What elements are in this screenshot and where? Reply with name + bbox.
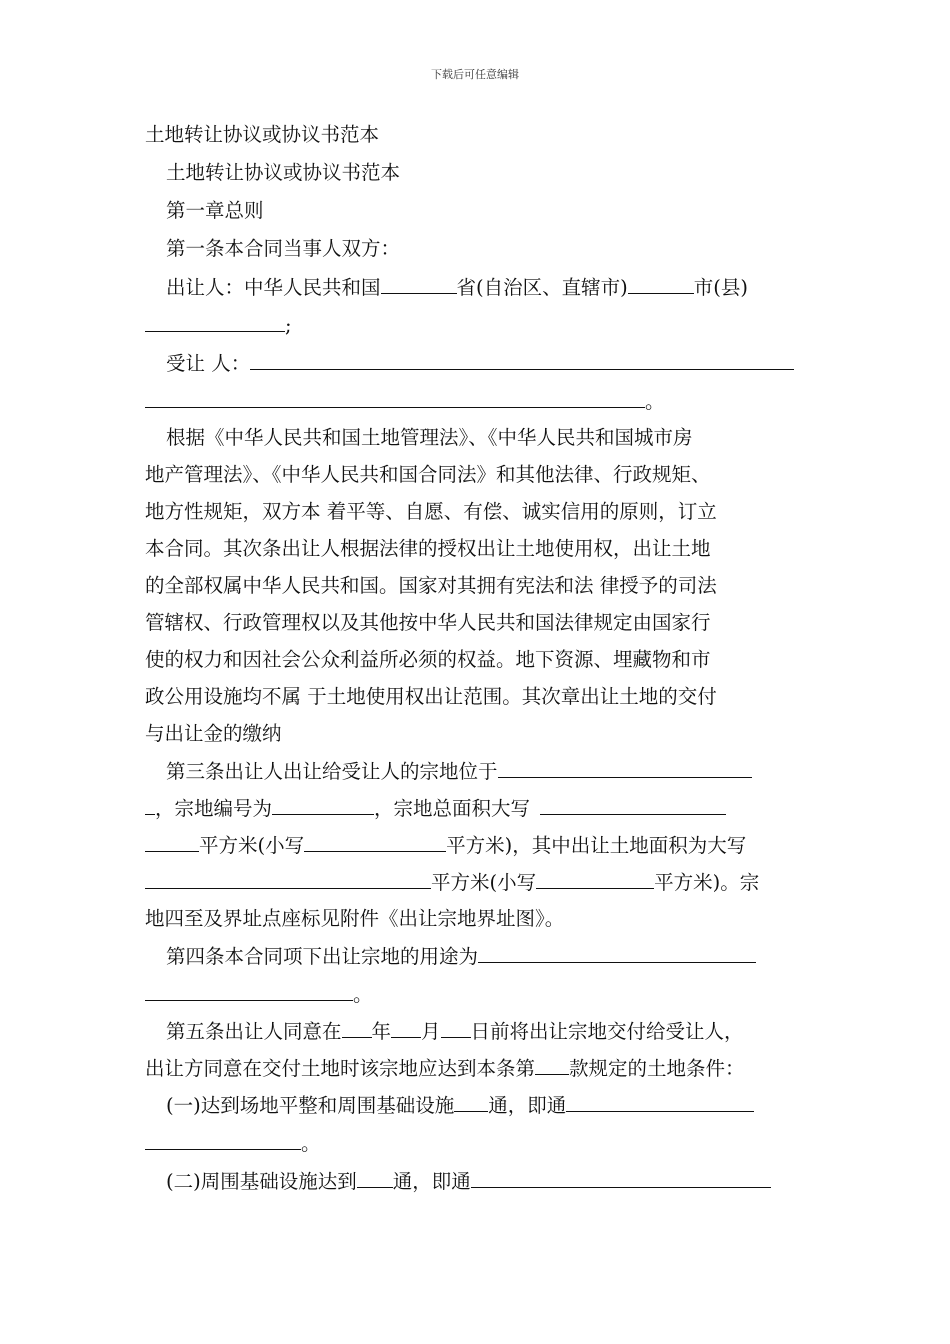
day-blank <box>441 1018 471 1038</box>
article-1: 第一条本合同当事人双方： <box>166 237 401 260</box>
basis-line: 管辖权、行政管理权以及其他按中华人民共和国法律规定由国家行 <box>145 611 711 634</box>
grantor-end: ; <box>285 314 292 337</box>
parcel-number-label: ，宗地编号为 <box>155 797 273 820</box>
article-5-line-2 <box>145 1055 745 1081</box>
grantee-line-2 <box>145 388 665 414</box>
chapter-heading: 第一章总则 <box>166 199 264 222</box>
province-label: 省(自治区、直辖市) <box>456 276 628 299</box>
clause-blank <box>535 1055 569 1075</box>
grantee-label: 受让 人： <box>166 352 251 375</box>
item-1-count-blank <box>454 1092 488 1112</box>
granted-area-blank <box>145 869 431 889</box>
location-blank-end <box>145 795 155 815</box>
basis-line: 的全部权属中华人民共和国。国家对其拥有宪法和法 律授予的司法 <box>145 574 717 597</box>
month-blank <box>391 1018 421 1038</box>
article-4-line-2 <box>145 981 373 1007</box>
month-label: 月 <box>421 1020 441 1043</box>
document-title: 土地转让协议或协议书范本 <box>145 123 380 146</box>
city-label: 市(县) <box>693 276 748 299</box>
basis-line: 地产管理法》、《中华人民共和国合同法》和其他法律、行政规矩、 <box>145 463 711 486</box>
item-1-line <box>166 1092 754 1118</box>
location-blank <box>498 758 752 778</box>
item-1-label: 通，即通 <box>488 1094 567 1117</box>
item-2-text: (二)周围基础设施达到 <box>166 1170 357 1193</box>
clause-label: 出让方同意在交付土地时该宗地应达到本条第 <box>145 1057 536 1080</box>
item-1-blank-2 <box>145 1130 301 1150</box>
article-4-end: 。 <box>353 983 373 1006</box>
basis-line: 地方性规矩，双方本 着平等、自愿、有偿、诚实信用的原则，订立 <box>145 500 717 523</box>
year-label: 年 <box>371 1020 392 1043</box>
small-area-blank <box>304 832 446 852</box>
grantee-blank-2 <box>145 388 645 408</box>
article-3-line-2 <box>145 795 726 821</box>
item-2-count-blank <box>357 1168 393 1188</box>
grantor-line-2 <box>145 312 292 338</box>
city-blank <box>628 274 694 294</box>
total-area-blank-end <box>145 832 199 852</box>
granted-small-blank <box>536 869 654 889</box>
item-1-text: (一)达到场地平整和周围基础设施 <box>166 1094 455 1117</box>
total-area-label: ，宗地总面积大写 <box>374 797 531 820</box>
granted-small-label: 平方米(小写 <box>431 871 537 894</box>
item-1-blank <box>566 1092 754 1112</box>
grantee-end: 。 <box>645 390 665 413</box>
page-header: 下载后可任意编辑 <box>431 68 519 81</box>
item-1-end: 。 <box>301 1132 321 1155</box>
province-blank <box>381 274 457 294</box>
county-blank <box>145 312 285 332</box>
item-2-label: 通，即通 <box>392 1170 471 1193</box>
total-area-blank <box>540 795 726 815</box>
item-2-blank <box>471 1168 771 1188</box>
grantee-blank <box>250 350 794 370</box>
small-area-label: 平方米(小写 <box>199 834 305 857</box>
parcel-number-blank <box>272 795 374 815</box>
granted-area-label: 平方米)，其中出让土地面积为大写 <box>446 834 747 857</box>
grantee-line <box>166 350 794 376</box>
grantor-line <box>166 274 748 300</box>
article-3-line-4 <box>145 869 759 895</box>
article-3-line-3 <box>145 832 746 858</box>
grantor-label: 出让人：中华人民共和国 <box>166 276 381 299</box>
article-5-text: 第五条出让人同意在 <box>166 1020 342 1043</box>
basis-line: 政公用设施均不属 于土地使用权出让范围。其次章出让土地的交付 <box>145 685 717 708</box>
granted-small-end: 平方米)。宗 <box>654 871 760 894</box>
article-3-line-5: 地四至及界址点座标见附件《出让宗地界址图》。 <box>145 907 565 930</box>
year-blank <box>342 1018 372 1038</box>
article-4-text: 第四条本合同项下出让宗地的用途为 <box>166 945 479 968</box>
land-use-blank <box>478 943 756 963</box>
land-use-blank-2 <box>145 981 353 1001</box>
article-4-line <box>166 943 756 969</box>
day-label: 日前将出让宗地交付给受让人， <box>470 1020 744 1043</box>
basis-line: 与出让金的缴纳 <box>145 722 282 745</box>
item-2-line <box>166 1168 771 1194</box>
item-1-line-2 <box>145 1130 321 1156</box>
clause-end: 款规定的土地条件： <box>569 1057 745 1080</box>
basis-line: 使的权力和因社会公众利益所必须的权益。地下资源、埋藏物和市 <box>145 648 711 671</box>
article-3-text: 第三条出让人出让给受让人的宗地位于 <box>166 760 498 783</box>
document-subtitle: 土地转让协议或协议书范本 <box>166 161 401 184</box>
basis-line: 本合同。其次条出让人根据法律的授权出让土地使用权，出让土地 <box>145 537 711 560</box>
article-5-line-1 <box>166 1018 744 1044</box>
article-3-line-1 <box>166 758 752 784</box>
basis-line: 根据《中华人民共和国土地管理法》、《中华人民共和国城市房 <box>166 426 693 449</box>
